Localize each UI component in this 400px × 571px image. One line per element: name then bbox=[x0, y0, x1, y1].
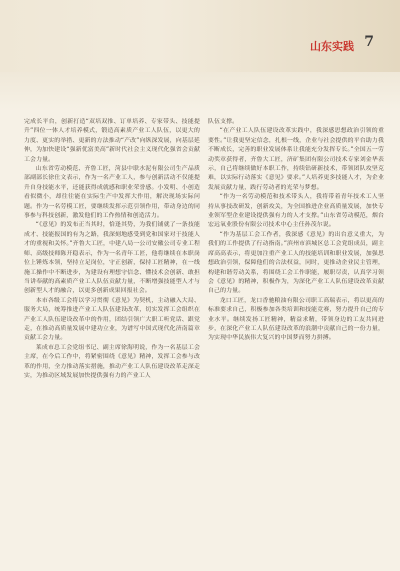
paragraph: 本市各级工会将以学习贯彻《意见》为契机，主动融入大局、服务大局，统筹推进产业工人队伍建设改革，切实发挥工会组织在产业工人队伍建设改革中的作用，团结引领广大职工听党话、跟党走，在推动高质量发展中建功立业，为谱写中国式现代化济南篇章贡献工会力量。 bbox=[24, 297, 200, 342]
left-column bbox=[24, 118, 200, 381]
section-title: 山东实践 bbox=[310, 40, 354, 53]
right-column bbox=[208, 118, 384, 344]
paragraph: 山东省劳动模范、齐鲁工匠，菏县中联水泥有限公司生产品质部副部长徐仕文表示，作为一名产业工人，参与创新活动不仅能提升自身技能水平，还能获得成就感和职业荣誉感。小发明、小创造看似微小，却往往能在实际生产中发挥大作用，解决现场实际问题。作为一名劳模工匠，要继续发挥示范引领作用，带动身边的同事参与科技创新，激发他们的工作热情和创造活力。 bbox=[24, 166, 200, 220]
paragraph: “作为一名劳动模范和技术带头人，我将带着青年技术工人坚持从事技改研发，创新攻关，为全国推进企业高质量发展，加快专业领军型企业建设提供强有力的人才支撑。”山东省劳动模范，烟台宏远氧业股份有限公司技术中心主任孙茂尔说。 bbox=[208, 194, 384, 229]
header-band-fade bbox=[0, 72, 400, 112]
header-band bbox=[0, 0, 400, 72]
paragraph: 队伍支撑。 bbox=[208, 119, 239, 125]
paragraph: 龙口工匠，龙口香驰粮油有限公司职工高瑞表示，将以更高的标准要求自己，积极参加各类培训和技能竞赛，努力提升自己的专业水平。继续发扬工匠精神，精益求精，带领身边的工友共同进步，在深化产业工人队伍建设改革的浪潮中贡献自己的一份力量，为实现中华民族伟大复兴的中国梦而努力拼搏。 bbox=[208, 297, 384, 342]
paragraph: “作为基层工会工作者，我深感《意见》的出台意义重大，为我们的工作提供了行动指南。”滨州市滨城区总工会党组成员，副主席高高表示，将更加注重产业工人的技能培训和职业发展，加强思想政治引领，保障他们的合法权益，同时，更推动企业民主管理，构建和谐劳动关系，将围绕工会工作职能，履职尽责，认真学习领会《意见》的精神，积极作为，为深化产业工人队伍建设改革贡献自己的力量。 bbox=[208, 231, 384, 295]
paragraph: 莱成市总工会党组书记、副主席徐海明说，作为一名基层工会主席，在今后工作中，将紧密围绕《意见》精神，发挥工会参与改革的作用，全力推动落实措施，推动产业工人队伍建设改革走深走实，为推动区域发展加快提供强有力的产业工人 bbox=[24, 344, 200, 379]
paragraph: “在产业工人队伍建设改革实践中，我深感思想政治引领的重要性。”让我更坚定信念，扎根一线，企业与社会提供的平台助力我不断成长，完善的职业发展体系让我能充分发挥专长。”全国五一劳动奖章获得者，齐鲁大工匠，济矿集团有限公司技术专家刘金华表示，自己将继续做好本职工作，持续钻研新技术，带领团队攻坚克难，以实际行动落实《意见》要求。”人培养更多技能人才，为企业发展贡献力量，践行劳动者的光荣与梦想。 bbox=[208, 128, 384, 191]
page-number: 7 bbox=[364, 34, 374, 50]
paragraph: 完成长平台，创新打造“双培双推、订单培养、专家带头、技能提升”四位一体人才培养模式，锻造高素质产业工人队伍，以更大的力度、更实的举措、更新的方法推动“产改”向纵深发展，向基层延伸，为加快建设“强新优富美高”新时代社会主义现代化强省会贡献工会力量。 bbox=[24, 119, 200, 163]
paragraph: “《意见》的发布正当其时，恰逢其势，为我们铺就了一条技能成才、技能报国的有为之路，我深刻地感受到党和国家对于技能人才的重视和关怀。”齐鲁大工匠，中建八局一公司安徽公司专业工程师、高级技师陈开稳表示，作为一名青年工匠，他将继续在本职岗位上锤炼本领，坚持立足岗位，守正创新，保持工匠精神，在一线施工操作中不断进步，为建设有理想守信念、懂技术会创新、敢担当讲奉献的高素质产业工人队伍贡献力量，不断增强技能型人才与创新型人才的融合，以更多创新成果回报社会。 bbox=[24, 222, 200, 295]
